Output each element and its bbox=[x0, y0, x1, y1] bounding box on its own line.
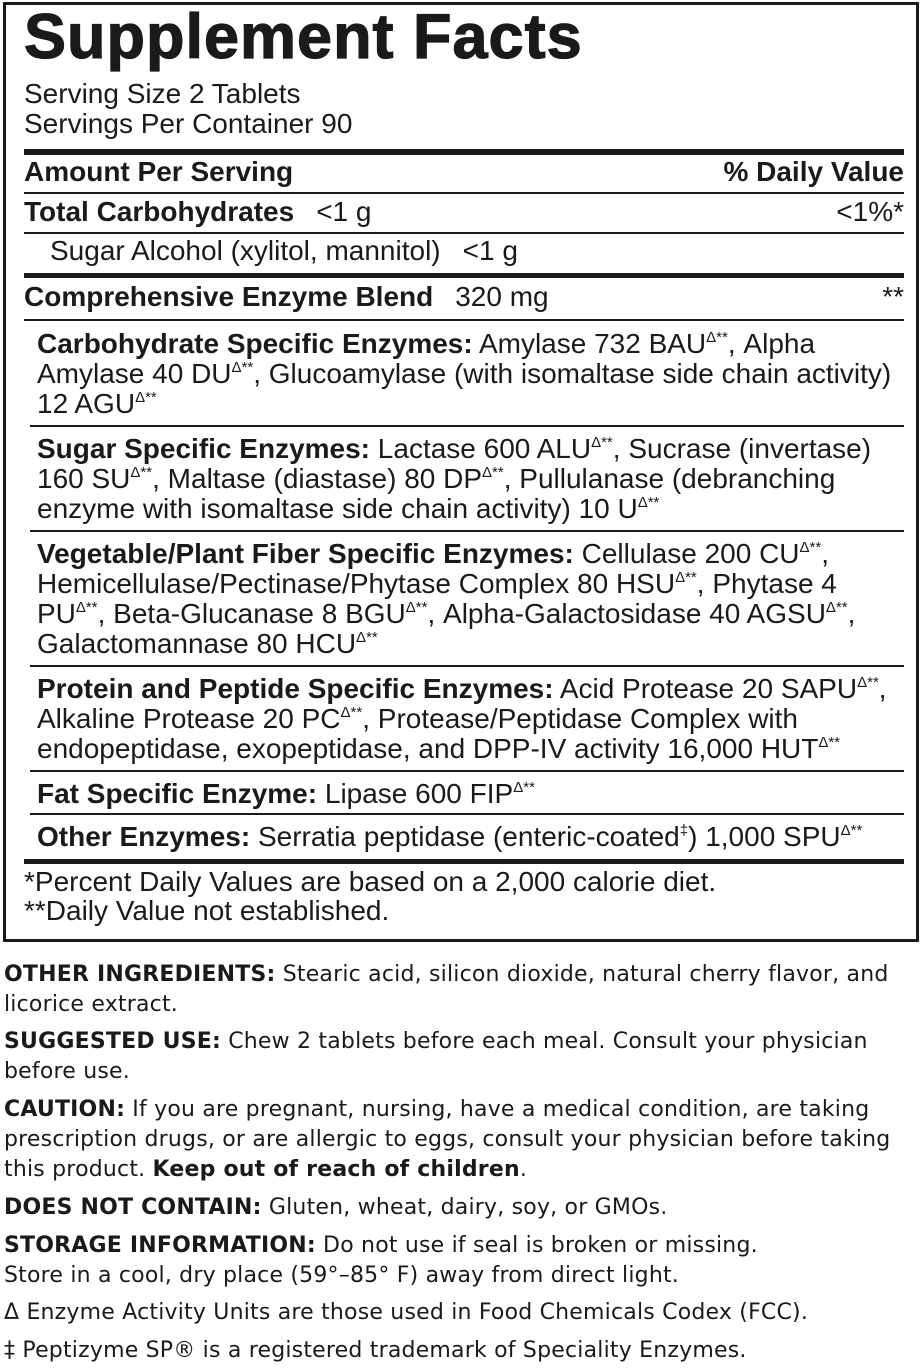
group-item: Acid Protease 20 SAPU bbox=[553, 673, 858, 704]
nutrient-dv: <1%* bbox=[836, 196, 904, 227]
nutrient-name: Sugar Alcohol (xylitol, mannitol) bbox=[50, 235, 441, 266]
divider bbox=[30, 813, 904, 815]
group-title: Other Enzymes: bbox=[37, 821, 251, 852]
group-item: , Alpha-Galactosidase 40 AGSU bbox=[427, 598, 826, 629]
divider bbox=[30, 530, 904, 532]
enzyme-blend-row bbox=[24, 283, 904, 311]
servings-per-container: Servings Per Container 90 bbox=[24, 108, 353, 139]
footnote-mark: Δ** bbox=[513, 779, 535, 796]
group-item: Amylase 732 BAU bbox=[472, 328, 707, 359]
daily-value-label: % Daily Value bbox=[723, 156, 904, 187]
divider bbox=[30, 770, 904, 772]
divider bbox=[24, 192, 904, 194]
nutrient-dv: ** bbox=[882, 281, 904, 312]
group-item: Cellulase 200 CU bbox=[573, 538, 800, 569]
nutrient-amount: <1 g bbox=[316, 196, 372, 227]
footnote-mark: Δ** bbox=[356, 629, 378, 646]
section-text: Store in a cool, dry place (59°–85° F) away from direct light. bbox=[4, 1263, 679, 1288]
group-item: Serratia peptidase (enteric-coated bbox=[250, 821, 680, 852]
thick-divider bbox=[24, 859, 904, 864]
section-text: Do not use if seal is broken or missing. bbox=[315, 1233, 758, 1258]
footnote-mark: Δ** bbox=[799, 539, 822, 556]
footnote-mark: ‡ bbox=[679, 822, 689, 839]
nutrient-amount: 320 mg bbox=[455, 281, 549, 312]
section-heading: STORAGE INFORMATION: bbox=[4, 1233, 316, 1258]
footnote-mark: Δ** bbox=[405, 599, 428, 616]
caution-emphasis: Keep out of reach of children bbox=[152, 1157, 520, 1182]
section-heading: OTHER INGREDIENTS: bbox=[4, 962, 276, 987]
trademark-note: ‡ Peptizyme SP® is a registered trademark of Speciality Enzymes. bbox=[4, 1338, 747, 1363]
footnote-mark: Δ** bbox=[135, 389, 157, 406]
group-item: , Protease/Peptidase Complex with endopeptidase, exopeptidase, and DPP-IV activity 16,000 HUT bbox=[37, 703, 819, 764]
enzyme-group-protein bbox=[37, 674, 904, 764]
group-item: Lipase 600 FIP bbox=[317, 778, 514, 809]
section-heading: DOES NOT CONTAIN: bbox=[4, 1195, 262, 1220]
section-text: Gluten, wheat, dairy, soy, or GMOs. bbox=[261, 1195, 668, 1220]
footnote-mark: Δ** bbox=[340, 704, 363, 721]
storage-information bbox=[4, 1231, 914, 1291]
amount-per-serving-label: Amount Per Serving bbox=[24, 156, 294, 187]
section-text: Chew 2 tablets before each meal. Consult your physician before use. bbox=[4, 1029, 868, 1084]
group-item: , Glucoamylase (with isomaltase side chain activity) 12 AGU bbox=[37, 358, 892, 419]
footnote-mark: Δ** bbox=[840, 822, 863, 839]
total-carbohydrates-row bbox=[24, 198, 904, 226]
caution bbox=[4, 1095, 914, 1185]
nutrient-amount: <1 g bbox=[462, 235, 518, 266]
divider bbox=[24, 232, 904, 234]
footnote-mark: Δ** bbox=[706, 329, 728, 346]
group-item: , Phytase 4 PU bbox=[37, 568, 837, 629]
group-title: Protein and Peptide Specific Enzymes: bbox=[37, 673, 554, 704]
footnote-daily-value: *Percent Daily Values are based on a 2,000 calorie diet. bbox=[24, 866, 717, 897]
footnote-mark: Δ** bbox=[482, 464, 504, 481]
nutrient-name: Comprehensive Enzyme Blend bbox=[24, 281, 434, 312]
enzyme-group-fat bbox=[37, 779, 904, 809]
thick-divider bbox=[24, 273, 904, 278]
footnote-mark: Δ** bbox=[825, 599, 848, 616]
group-item: , Galactomannase 80 HCU bbox=[37, 598, 856, 659]
enzyme-group-fiber bbox=[37, 539, 904, 659]
footnote-mark: Δ** bbox=[591, 434, 613, 451]
enzyme-group-carbohydrate bbox=[37, 329, 904, 419]
divider bbox=[30, 665, 904, 667]
table-header bbox=[24, 158, 904, 186]
group-item: , Pullulanase (debranching enzyme with isomaltase side chain activity) 10 U bbox=[37, 463, 836, 524]
panel-title: Supplement Facts bbox=[24, 2, 583, 72]
section-heading: SUGGESTED USE: bbox=[4, 1029, 221, 1054]
group-title: Vegetable/Plant Fiber Specific Enzymes: bbox=[37, 538, 574, 569]
delta-note: Δ Enzyme Activity Units are those used in Food Chemicals Codex (FCC). bbox=[4, 1300, 809, 1325]
divider bbox=[24, 319, 904, 321]
enzyme-group-sugar bbox=[37, 434, 904, 524]
does-not-contain bbox=[4, 1193, 914, 1223]
group-title: Sugar Specific Enzymes: bbox=[37, 433, 371, 464]
serving-size: Serving Size 2 Tablets bbox=[24, 78, 301, 109]
thick-divider bbox=[24, 149, 904, 155]
footnote-mark: Δ** bbox=[675, 569, 697, 586]
group-title: Carbohydrate Specific Enzymes: bbox=[37, 328, 473, 359]
footnote-mark: Δ** bbox=[130, 464, 153, 481]
group-item: , Hemicellulase/Pectinase/Phytase Complex 80 HSU bbox=[37, 538, 830, 599]
group-item: ) 1,000 SPU bbox=[688, 821, 841, 852]
nutrient-name: Total Carbohydrates bbox=[24, 196, 295, 227]
suggested-use bbox=[4, 1027, 914, 1087]
other-ingredients bbox=[4, 960, 914, 1020]
section-text: If you are pregnant, nursing, have a medical condition, are taking prescription drugs, or are allergic to eggs, consult your physician before taking this product. bbox=[4, 1097, 891, 1182]
footnote-mark: Δ** bbox=[857, 674, 879, 691]
footnote-mark: Δ** bbox=[818, 734, 841, 751]
group-item: , Sucrase (invertase) 160 SU bbox=[37, 433, 872, 494]
enzyme-group-other bbox=[37, 822, 904, 852]
group-item: , Maltase (diastase) 80 DP bbox=[152, 463, 483, 494]
divider bbox=[30, 425, 904, 427]
group-item: , Beta-Glucanase 8 BGU bbox=[97, 598, 406, 629]
section-heading: CAUTION: bbox=[4, 1097, 126, 1122]
group-item: Lactase 600 ALU bbox=[370, 433, 592, 464]
group-item: , Alpha Amylase 40 DU bbox=[37, 328, 816, 389]
footnote-mark: Δ** bbox=[75, 599, 98, 616]
sugar-alcohol-row bbox=[50, 237, 904, 265]
group-title: Fat Specific Enzyme: bbox=[37, 778, 318, 809]
footnote-not-established: **Daily Value not established. bbox=[24, 895, 390, 926]
group-item: , Alkaline Protease 20 PC bbox=[37, 673, 887, 734]
footnote-mark: Δ** bbox=[637, 494, 660, 511]
footnote-mark: Δ** bbox=[231, 359, 254, 376]
section-text: . bbox=[519, 1157, 528, 1182]
section-text: Stearic acid, silicon dioxide, natural cherry flavor, and licorice extract. bbox=[4, 962, 889, 1017]
